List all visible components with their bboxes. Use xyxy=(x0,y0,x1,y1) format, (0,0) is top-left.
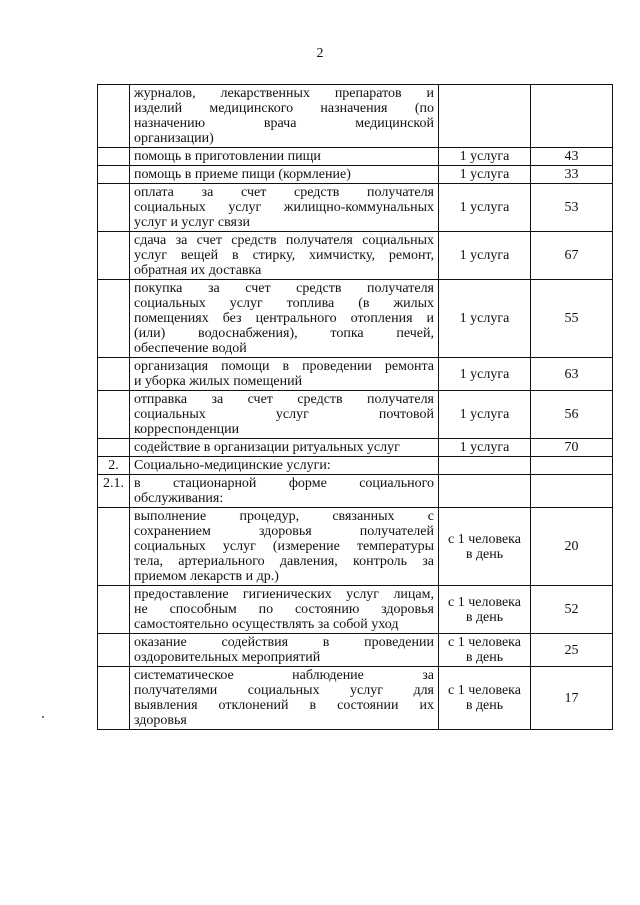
table-row xyxy=(98,166,613,184)
row-number xyxy=(98,358,130,391)
service-description xyxy=(130,358,439,391)
unit-of-service: с 1 человека в день xyxy=(439,586,531,634)
tariff-value: 20 xyxy=(531,508,613,586)
unit-of-service: с 1 человека в день xyxy=(439,634,531,667)
description-line: самостоятельно осуществлять за собой уход xyxy=(134,617,399,632)
unit-of-service: 1 услуга xyxy=(439,232,531,280)
service-description xyxy=(130,457,439,475)
table-row xyxy=(98,667,613,730)
table-row xyxy=(98,586,613,634)
tariff-value xyxy=(531,475,613,508)
tariff-value: 67 xyxy=(531,232,613,280)
description-line: социальных услуг топлива (в жилых xyxy=(134,296,434,311)
description-line: здоровья xyxy=(134,713,187,728)
unit-of-service: 1 услуга xyxy=(439,280,531,358)
service-description xyxy=(130,634,439,667)
row-number xyxy=(98,391,130,439)
row-number xyxy=(98,667,130,730)
description-line: выявления отклонений в состоянии их xyxy=(134,698,434,713)
unit-of-service xyxy=(439,85,531,148)
row-number xyxy=(98,232,130,280)
unit-of-service: 1 услуга xyxy=(439,358,531,391)
table-body xyxy=(98,85,613,730)
table-row xyxy=(98,232,613,280)
unit-of-service: с 1 человека в день xyxy=(439,508,531,586)
description-line: помощь в приготовлении пищи xyxy=(134,149,321,164)
description-line: систематическое наблюдение за xyxy=(134,668,434,683)
table-row xyxy=(98,391,613,439)
description-line: помощь в приеме пищи (кормление) xyxy=(134,167,351,182)
row-number xyxy=(98,85,130,148)
description-line: отправка за счет средств получателя xyxy=(134,392,434,407)
row-number xyxy=(98,439,130,457)
tariff-value xyxy=(531,457,613,475)
tariff-value: 52 xyxy=(531,586,613,634)
table-row xyxy=(98,634,613,667)
description-line: обеспечение водой xyxy=(134,341,247,356)
service-description xyxy=(130,391,439,439)
page-number: 2 xyxy=(316,46,324,61)
service-description xyxy=(130,667,439,730)
description-line: Социально-медицинские услуги: xyxy=(134,458,331,473)
description-line: социальных услуг жилищно-коммунальных xyxy=(134,200,434,215)
unit-of-service: 1 услуга xyxy=(439,166,531,184)
row-number: 2. xyxy=(98,457,130,475)
tariff-value: 17 xyxy=(531,667,613,730)
service-description xyxy=(130,508,439,586)
table-row xyxy=(98,358,613,391)
table-row xyxy=(98,439,613,457)
service-description xyxy=(130,439,439,457)
unit-of-service xyxy=(439,457,531,475)
description-line: и уборка жилых помещений xyxy=(134,374,303,389)
unit-of-service: с 1 человека в день xyxy=(439,667,531,730)
row-number xyxy=(98,586,130,634)
row-number xyxy=(98,508,130,586)
row-number xyxy=(98,634,130,667)
tariff-value xyxy=(531,85,613,148)
row-number xyxy=(98,148,130,166)
description-line: услуг вещей в стирку, химчистку, ремонт, xyxy=(134,248,434,263)
description-line: помещениях без центрального отопления и xyxy=(134,311,434,326)
table-row xyxy=(98,475,613,508)
description-line: покупка за счет средств получателя xyxy=(134,281,434,296)
table-row xyxy=(98,148,613,166)
description-line: социальных услуг почтовой xyxy=(134,407,434,422)
service-description xyxy=(130,475,439,508)
description-line: обслуживания: xyxy=(134,491,224,506)
description-line: услуг и услуг связи xyxy=(134,215,250,230)
description-line: получателями социальных услуг для xyxy=(134,683,434,698)
unit-of-service: 1 услуга xyxy=(439,439,531,457)
description-line: сдача за счет средств получателя социальных xyxy=(134,233,434,248)
service-description xyxy=(130,586,439,634)
description-line: организация помощи в проведении ремонта xyxy=(134,359,434,374)
description-line: оздоровительных мероприятий xyxy=(134,650,321,665)
description-line: социальных услуг (измерение температуры xyxy=(134,539,434,554)
row-number: 2.1. xyxy=(98,475,130,508)
description-line: (или) водоснабжения), топка печей, xyxy=(134,326,434,341)
description-line: назначению врача медицинской xyxy=(134,116,434,131)
service-description xyxy=(130,184,439,232)
tariff-value: 55 xyxy=(531,280,613,358)
tariff-value: 70 xyxy=(531,439,613,457)
tariff-value: 63 xyxy=(531,358,613,391)
description-line: предоставление гигиенических услуг лицам, xyxy=(134,587,434,602)
table-row xyxy=(98,457,613,475)
row-number xyxy=(98,184,130,232)
tariff-value: 25 xyxy=(531,634,613,667)
service-description xyxy=(130,280,439,358)
description-line: корреспонденции xyxy=(134,422,240,437)
row-number xyxy=(98,280,130,358)
description-line: в стационарной форме социального xyxy=(134,476,434,491)
row-number xyxy=(98,166,130,184)
table-row xyxy=(98,85,613,148)
table-row xyxy=(98,184,613,232)
tariff-value: 33 xyxy=(531,166,613,184)
table-row xyxy=(98,508,613,586)
tariff-value: 53 xyxy=(531,184,613,232)
description-line: оказание содействия в проведении xyxy=(134,635,434,650)
service-description xyxy=(130,148,439,166)
description-line: выполнение процедур, связанных с xyxy=(134,509,434,524)
unit-of-service: 1 услуга xyxy=(439,184,531,232)
service-description xyxy=(130,232,439,280)
description-line: содействие в организации ритуальных услуг xyxy=(134,440,400,455)
unit-of-service: 1 услуга xyxy=(439,391,531,439)
unit-of-service: 1 услуга xyxy=(439,148,531,166)
description-line: обратная их доставка xyxy=(134,263,262,278)
service-description xyxy=(130,166,439,184)
scan-mark xyxy=(42,716,44,718)
description-line: приемом лекарств и др.) xyxy=(134,569,279,584)
description-line: изделий медицинского назначения (по xyxy=(134,101,434,116)
tariff-value: 56 xyxy=(531,391,613,439)
description-line: оплата за счет средств получателя xyxy=(134,185,434,200)
description-line: не способным по состоянию здоровья xyxy=(134,602,434,617)
service-description xyxy=(130,85,439,148)
description-line: сохранением здоровья получателей xyxy=(134,524,434,539)
table-row xyxy=(98,280,613,358)
unit-of-service xyxy=(439,475,531,508)
services-price-table xyxy=(97,84,613,730)
description-line: организации) xyxy=(134,131,214,146)
tariff-value: 43 xyxy=(531,148,613,166)
description-line: журналов, лекарственных препаратов и xyxy=(134,86,434,101)
description-line: тела, артериального давления, контроль за xyxy=(134,554,434,569)
